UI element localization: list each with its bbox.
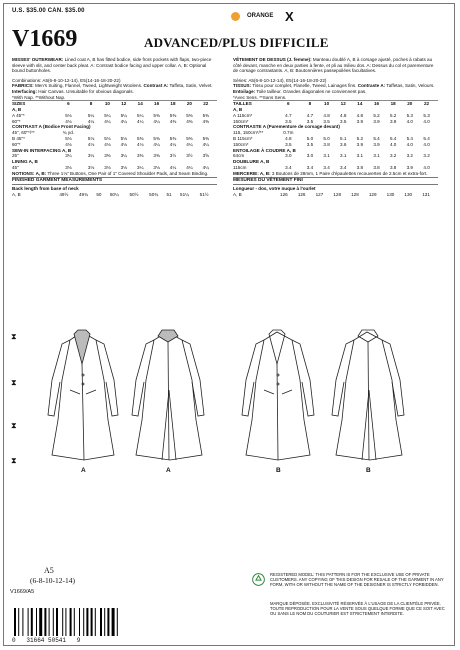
coat-illustrations <box>22 320 452 480</box>
finished-title-en: FINISHED GARMENT MEASUREMENTS <box>12 177 217 185</box>
table-cell: 128 <box>351 191 359 197</box>
table-cell: 3.8 <box>356 164 364 170</box>
size-header: 18 <box>170 101 176 107</box>
table-cell: 4.0 <box>423 118 430 124</box>
section-heading: A, B <box>233 106 243 112</box>
table-cell: 50¾ <box>149 191 159 197</box>
notions-en: NOTIONS: A, B: Three 1⅛" Buttons, One Pair of 1" Covered Shoulder Pads, and Seam Binding. <box>12 170 209 176</box>
coat-a-back <box>132 330 204 460</box>
illustration-label-a-front: A <box>81 467 86 474</box>
sizes-label: SIZES <box>12 101 26 107</box>
table-cell: 3.5 <box>306 141 314 147</box>
table-cell: 4.0 <box>423 164 430 170</box>
size-header: 12 <box>340 101 346 107</box>
length-marker-2: ⧗ <box>11 421 17 430</box>
table-cell: 3.9 <box>389 118 397 124</box>
table-cell: 5.0 <box>306 135 314 141</box>
finished-title-fr: MESURES DU VÊTEMENT FINI <box>233 177 438 185</box>
table-cell: 3.2 <box>423 153 430 159</box>
table-cell: 5¼ <box>137 112 144 118</box>
table-cell: 5⅛ <box>65 135 72 141</box>
price-line: U.S. $35.00 CAN. $35.00 <box>12 8 85 14</box>
table-cell: 3⅛ <box>120 164 128 170</box>
table-cell: 3.1 <box>356 153 364 159</box>
table-cell: 4⅜ <box>186 118 193 124</box>
row-label: 60"* <box>12 118 21 124</box>
table-cell: 3.2 <box>406 153 413 159</box>
back-length-table-en <box>12 192 214 198</box>
table-cell: 4⅛ <box>104 141 111 147</box>
size-header: 6 <box>287 101 290 107</box>
row-label: 60"* <box>12 141 21 147</box>
row-label: A, B <box>12 191 21 197</box>
section-heading: ENTOILAGE À COUDRE A, B <box>233 147 296 153</box>
table-cell: 4¼ <box>202 141 209 147</box>
coat-a-front <box>48 330 118 460</box>
table-cell: 5.2 <box>373 112 380 118</box>
table-cell: 5⅜ <box>169 135 177 141</box>
table-cell: 3⅜ <box>153 153 160 159</box>
table-cell: 3⅜ <box>104 153 111 159</box>
table-cell: 4¼ <box>186 141 193 147</box>
row-label: 115, 150cm*/** <box>233 130 264 136</box>
table-cell: 3.6 <box>340 141 347 147</box>
barcode <box>10 608 150 638</box>
table-cell: 5.4 <box>423 135 430 141</box>
yardage-table-fr <box>233 101 435 171</box>
table-cell: 5.0 <box>323 135 330 141</box>
table-cell: 4⅛ <box>87 141 95 147</box>
description-body-en: Lined coat A, B has fitted bodice, side front pockets with flaps, two-piece sleeve with slit, and center back pleat. A: Contrast bodice facing and upper collar. A, B: Optional bound buttonholes. <box>12 57 212 74</box>
table-cell: 5⅜ <box>153 112 160 118</box>
section-heading: LINING A, B <box>12 159 38 165</box>
length-marker-1: ⧗ <box>11 378 17 387</box>
back-length-row <box>233 192 435 198</box>
english-column <box>12 57 217 197</box>
yardage-table-en <box>12 101 214 171</box>
table-cell: 4¼ <box>202 164 209 170</box>
table-cell: 3.5 <box>323 118 330 124</box>
table-cell: 4¼ <box>104 118 111 124</box>
table-cell: 4.8 <box>340 112 347 118</box>
table-cell: 3.9 <box>373 141 380 147</box>
table-cell: 4¼ <box>169 164 177 170</box>
table-cell: 126 <box>297 191 306 197</box>
sizes-label: TAILLES <box>233 101 252 107</box>
size-header: 14 <box>137 101 143 107</box>
size-header: 18 <box>390 101 396 107</box>
table-cell: 3.8 <box>323 141 330 147</box>
color-label: ORANGE <box>247 13 274 19</box>
section-heading: A, B <box>12 106 22 112</box>
size-code: A5 <box>44 566 54 575</box>
table-cell: 3.8 <box>389 164 397 170</box>
nap-note-fr: *Avec Sens. **Sans Sens. <box>233 94 287 100</box>
table-cell: 4¼ <box>186 164 193 170</box>
size-header: 12 <box>121 101 127 107</box>
size-header: 8 <box>308 101 312 107</box>
description-title-en: MISSES' OUTERWEAR: <box>12 57 64 62</box>
table-cell: 5⅛ <box>120 135 128 141</box>
table-cell: 4.8 <box>356 112 364 118</box>
table-cell: 3⅜ <box>137 153 144 159</box>
table-cell: 5.4 <box>373 135 380 141</box>
table-cell: 4¼ <box>87 118 95 124</box>
size-header: 10 <box>324 101 330 107</box>
table-cell: 4¼ <box>169 141 177 147</box>
table-cell: 5⅜ <box>186 135 193 141</box>
section-heading: SEW-IN INTERFACING A, B <box>12 147 72 153</box>
size-header: 10 <box>104 101 110 107</box>
row-label: B 45"* <box>12 135 25 141</box>
color-swatch <box>231 12 240 21</box>
table-cell: 3⅛ <box>153 164 160 170</box>
table-cell: 4⅛ <box>65 118 72 124</box>
recycle-icon <box>252 573 265 586</box>
size-header: 14 <box>357 101 363 107</box>
row-label: 64cm <box>233 153 245 159</box>
table-cell: 5¼ <box>120 112 128 118</box>
pattern-reference: V1669/A5 <box>10 589 35 595</box>
table-cell: 5¼ <box>87 112 95 118</box>
table-cell: 130 <box>386 191 395 197</box>
description-fr: VÊTEMENT DE DESSUS (J. femme): Manteau doublé A, B à corsage ajusté, poches à rabats au côté devant, manche en deux parties à fente, et pli au milieu dos. A: Dessus du col et parementure de corsage contrastants. A, B: Boutonnières passepoilées facultatives. <box>233 57 434 74</box>
size-header: 22 <box>203 101 209 107</box>
table-cell: 3.2 <box>389 153 397 159</box>
section-heading: CONTRAST A (Bodice Front Facing) <box>12 124 91 130</box>
table-cell: 3.4 <box>285 164 292 170</box>
combinations-fr: Séries: A5(6-8-10-12-14), E5(14-16-18-20-22) <box>233 77 327 83</box>
illustration-label-b-back: B <box>366 467 371 474</box>
size-header: 16 <box>373 101 380 107</box>
size-header: 20 <box>186 101 192 107</box>
table-cell: 5.3 <box>406 112 413 118</box>
table-cell: 3⅝ <box>202 153 209 159</box>
table-cell: 5.4 <box>406 135 413 141</box>
legal-notice-fr: MARQUE DÉPOSÉE. EXCLUSIVITÉ RÉSERVÉE À L'USAGE DE LA CLIENTÈLE PRIVÉE. TOUTE REPRODUCTION POUR LA VENTE SOUS QUELQUE FORME QUE CE SOIT AVEC OU SANS LE NOM DU COUTURIER EST STRICTEMENT INTERDITE. <box>270 601 445 617</box>
back-length-label-fr: Longueur - dos, votre nuque à l'ourlet <box>233 185 316 191</box>
table-cell: 49½ <box>59 191 69 197</box>
table-cell: 4.0 <box>406 118 413 124</box>
table-cell: 3.8 <box>373 164 380 170</box>
row-label: A 45"* <box>12 112 25 118</box>
table-cell: 3.9 <box>373 118 380 124</box>
table-cell: 5⅛ <box>104 135 111 141</box>
table-cell: 4⅛ <box>120 141 128 147</box>
table-cell: 3.1 <box>323 153 330 159</box>
table-cell: 3.0 <box>306 153 314 159</box>
table-cell: 4¼ <box>120 118 128 124</box>
table-cell: 49¾ <box>78 191 88 197</box>
table-cell: 128 <box>333 191 342 197</box>
table-cell: 51 <box>166 191 172 197</box>
row-label: A 115cm* <box>233 112 253 118</box>
row-label: 45", 60"*/** <box>12 130 35 136</box>
table-cell: 5.4 <box>389 135 397 141</box>
coat-b-front <box>242 330 314 460</box>
table-cell: 3⅛ <box>104 164 111 170</box>
table-cell: 4⅜ <box>169 118 177 124</box>
table-cell: 3½ <box>186 153 193 159</box>
color-mark: X <box>285 9 294 24</box>
size-header: 16 <box>154 101 160 107</box>
table-cell: 3¼ <box>65 153 72 159</box>
table-cell: ¾ yd. <box>62 130 75 136</box>
table-cell: 3.0 <box>285 153 292 159</box>
table-cell: 3.1 <box>373 153 380 159</box>
section-heading: DOUBLURE A, B <box>233 159 270 165</box>
table-cell: 4¼ <box>153 118 160 124</box>
table-cell: 50 <box>96 191 102 197</box>
back-length-label-en: Back length from base of neck <box>12 185 79 191</box>
table-cell: 3.5 <box>285 141 292 147</box>
french-column <box>233 57 438 197</box>
section-heading: CONTRASTE A (Parementure de corsage devant) <box>233 124 340 130</box>
legal-notice-en: REGISTERED MODEL: THIS PATTERN IS FOR THE EXCLUSIVE USE OF PRIVATE CUSTOMERS. ANY COPYING OF THIS DESIGN FOR RESALE OF THE GARMENT IN ANY FORM, WITH OR WITHOUT THE NAME OF THE DESIGNER IS STRICTLY FORBIDDEN. <box>270 572 444 588</box>
table-cell: 5.1 <box>340 135 347 141</box>
table-cell: 3.9 <box>356 141 364 147</box>
table-cell: 3½ <box>169 153 177 159</box>
row-label: A, B <box>233 191 242 197</box>
table-cell: 4.0 <box>406 141 413 147</box>
table-cell: 5⅜ <box>186 112 193 118</box>
size-range: (6-8-10-12-14) <box>30 576 75 585</box>
table-cell: 4⅛ <box>65 141 72 147</box>
size-header: 6 <box>67 101 70 107</box>
row-label: 45" <box>12 164 19 170</box>
table-cell: 131 <box>422 191 430 197</box>
table-cell: 4.7 <box>285 112 292 118</box>
table-cell: 4.0 <box>389 141 397 147</box>
table-cell: 3.5 <box>306 118 314 124</box>
table-cell: 3.9 <box>406 164 413 170</box>
fabrics-en: FABRICS: Men's Suiting, Flannel, Tweed, Lightweight Woolens. Contrast A: Taffeta, Satin, Velvet. Interfacing: Hair Canvas. Unsuitable for obvious diagonals. <box>12 83 213 94</box>
table-cell: 4.0 <box>423 141 430 147</box>
table-cell: 51¼ <box>180 191 189 197</box>
table-cell: 130 <box>404 191 413 197</box>
table-cell: 5¼ <box>104 112 111 118</box>
illustration-label-a-back: A <box>166 467 171 474</box>
row-label: 25" <box>12 153 19 159</box>
table-cell: 50½ <box>129 191 139 197</box>
back-length-row <box>12 192 214 198</box>
table-cell: 4⅜ <box>202 118 209 124</box>
row-label: B 115cm* <box>233 135 253 141</box>
difficulty-level: ADVANCED/PLUS DIFFICILE <box>144 35 329 50</box>
table-cell: 5⅛ <box>87 135 95 141</box>
table-cell: 3.4 <box>306 164 314 170</box>
table-cell: 5.3 <box>423 112 430 118</box>
table-cell: 5⅛ <box>65 112 72 118</box>
table-cell: 4¼ <box>137 118 144 124</box>
table-cell: 5.2 <box>356 135 364 141</box>
table-cell: 4.7 <box>306 112 314 118</box>
table-cell: 3.1 <box>340 153 347 159</box>
table-cell: 3.5 <box>340 118 347 124</box>
table-cell: 3.9 <box>356 118 364 124</box>
table-cell: 5⅜ <box>202 112 209 118</box>
table-cell: 3.5 <box>285 118 292 124</box>
table-cell: 5⅜ <box>169 112 177 118</box>
table-cell: 5.2 <box>389 112 397 118</box>
size-header: 20 <box>407 101 413 107</box>
table-cell: 4¼ <box>153 141 160 147</box>
table-cell: 4⅛ <box>137 141 144 147</box>
table-cell: 51½ <box>199 191 209 197</box>
table-cell: 3.4 <box>340 164 347 170</box>
description-en <box>12 57 217 74</box>
table-cell: 4.8 <box>285 135 292 141</box>
row-label: 150cm* <box>233 141 249 147</box>
table-cell: 5⅜ <box>202 135 209 141</box>
fabrics-fr: TISSUS: Tissu pour complet, Flanelle, Tweed, Lainages fins. Contraste A: Taffetas, Satin, Velours. Entoilage: Toile tailleur. Grandes diagonales ne conviennent pas. <box>233 83 435 94</box>
table-cell: 3¼ <box>137 164 144 170</box>
table-cell: 129 <box>368 191 377 197</box>
barcode-digits: 0 31664 50541 9 <box>12 637 81 644</box>
combinations-en: Combinations: A5(6-8-10-12-14), E5(14-16-18-20-22) <box>12 77 121 83</box>
size-header: 22 <box>423 101 430 107</box>
notions-fr: MERCERIE: A, B: 3 Boutons de 28mm, 1 Paire d'épaulettes recouvertes de 2.5cm et extra-fort. <box>233 170 428 176</box>
table-cell: 3⅛ <box>65 164 72 170</box>
length-marker-top: ⧗ <box>11 332 17 341</box>
nap-note-en: *With Nap. **Without Nap. <box>12 94 66 100</box>
row-label: 150cm* <box>233 118 249 124</box>
size-header: 8 <box>89 101 93 107</box>
table-cell: 0.7m <box>283 130 294 136</box>
table-cell: 127 <box>315 191 324 197</box>
table-cell: 3⅛ <box>87 164 95 170</box>
table-cell: 3¼ <box>120 153 128 159</box>
length-marker-bottom: ⧗ <box>11 456 17 465</box>
table-cell: 4.8 <box>323 112 330 118</box>
coat-b-back <box>332 330 404 460</box>
back-length-table-fr <box>233 192 435 198</box>
row-label: 115cm <box>233 164 247 170</box>
pattern-number: V1669 <box>12 26 78 52</box>
table-cell: 50¼ <box>109 191 119 197</box>
table-cell: 3.4 <box>323 164 330 170</box>
table-cell: 3¼ <box>87 153 95 159</box>
table-cell: 5⅜ <box>137 135 144 141</box>
table-cell: 126 <box>280 191 288 197</box>
illustration-label-b-front: B <box>276 467 281 474</box>
table-cell: 5⅜ <box>153 135 160 141</box>
